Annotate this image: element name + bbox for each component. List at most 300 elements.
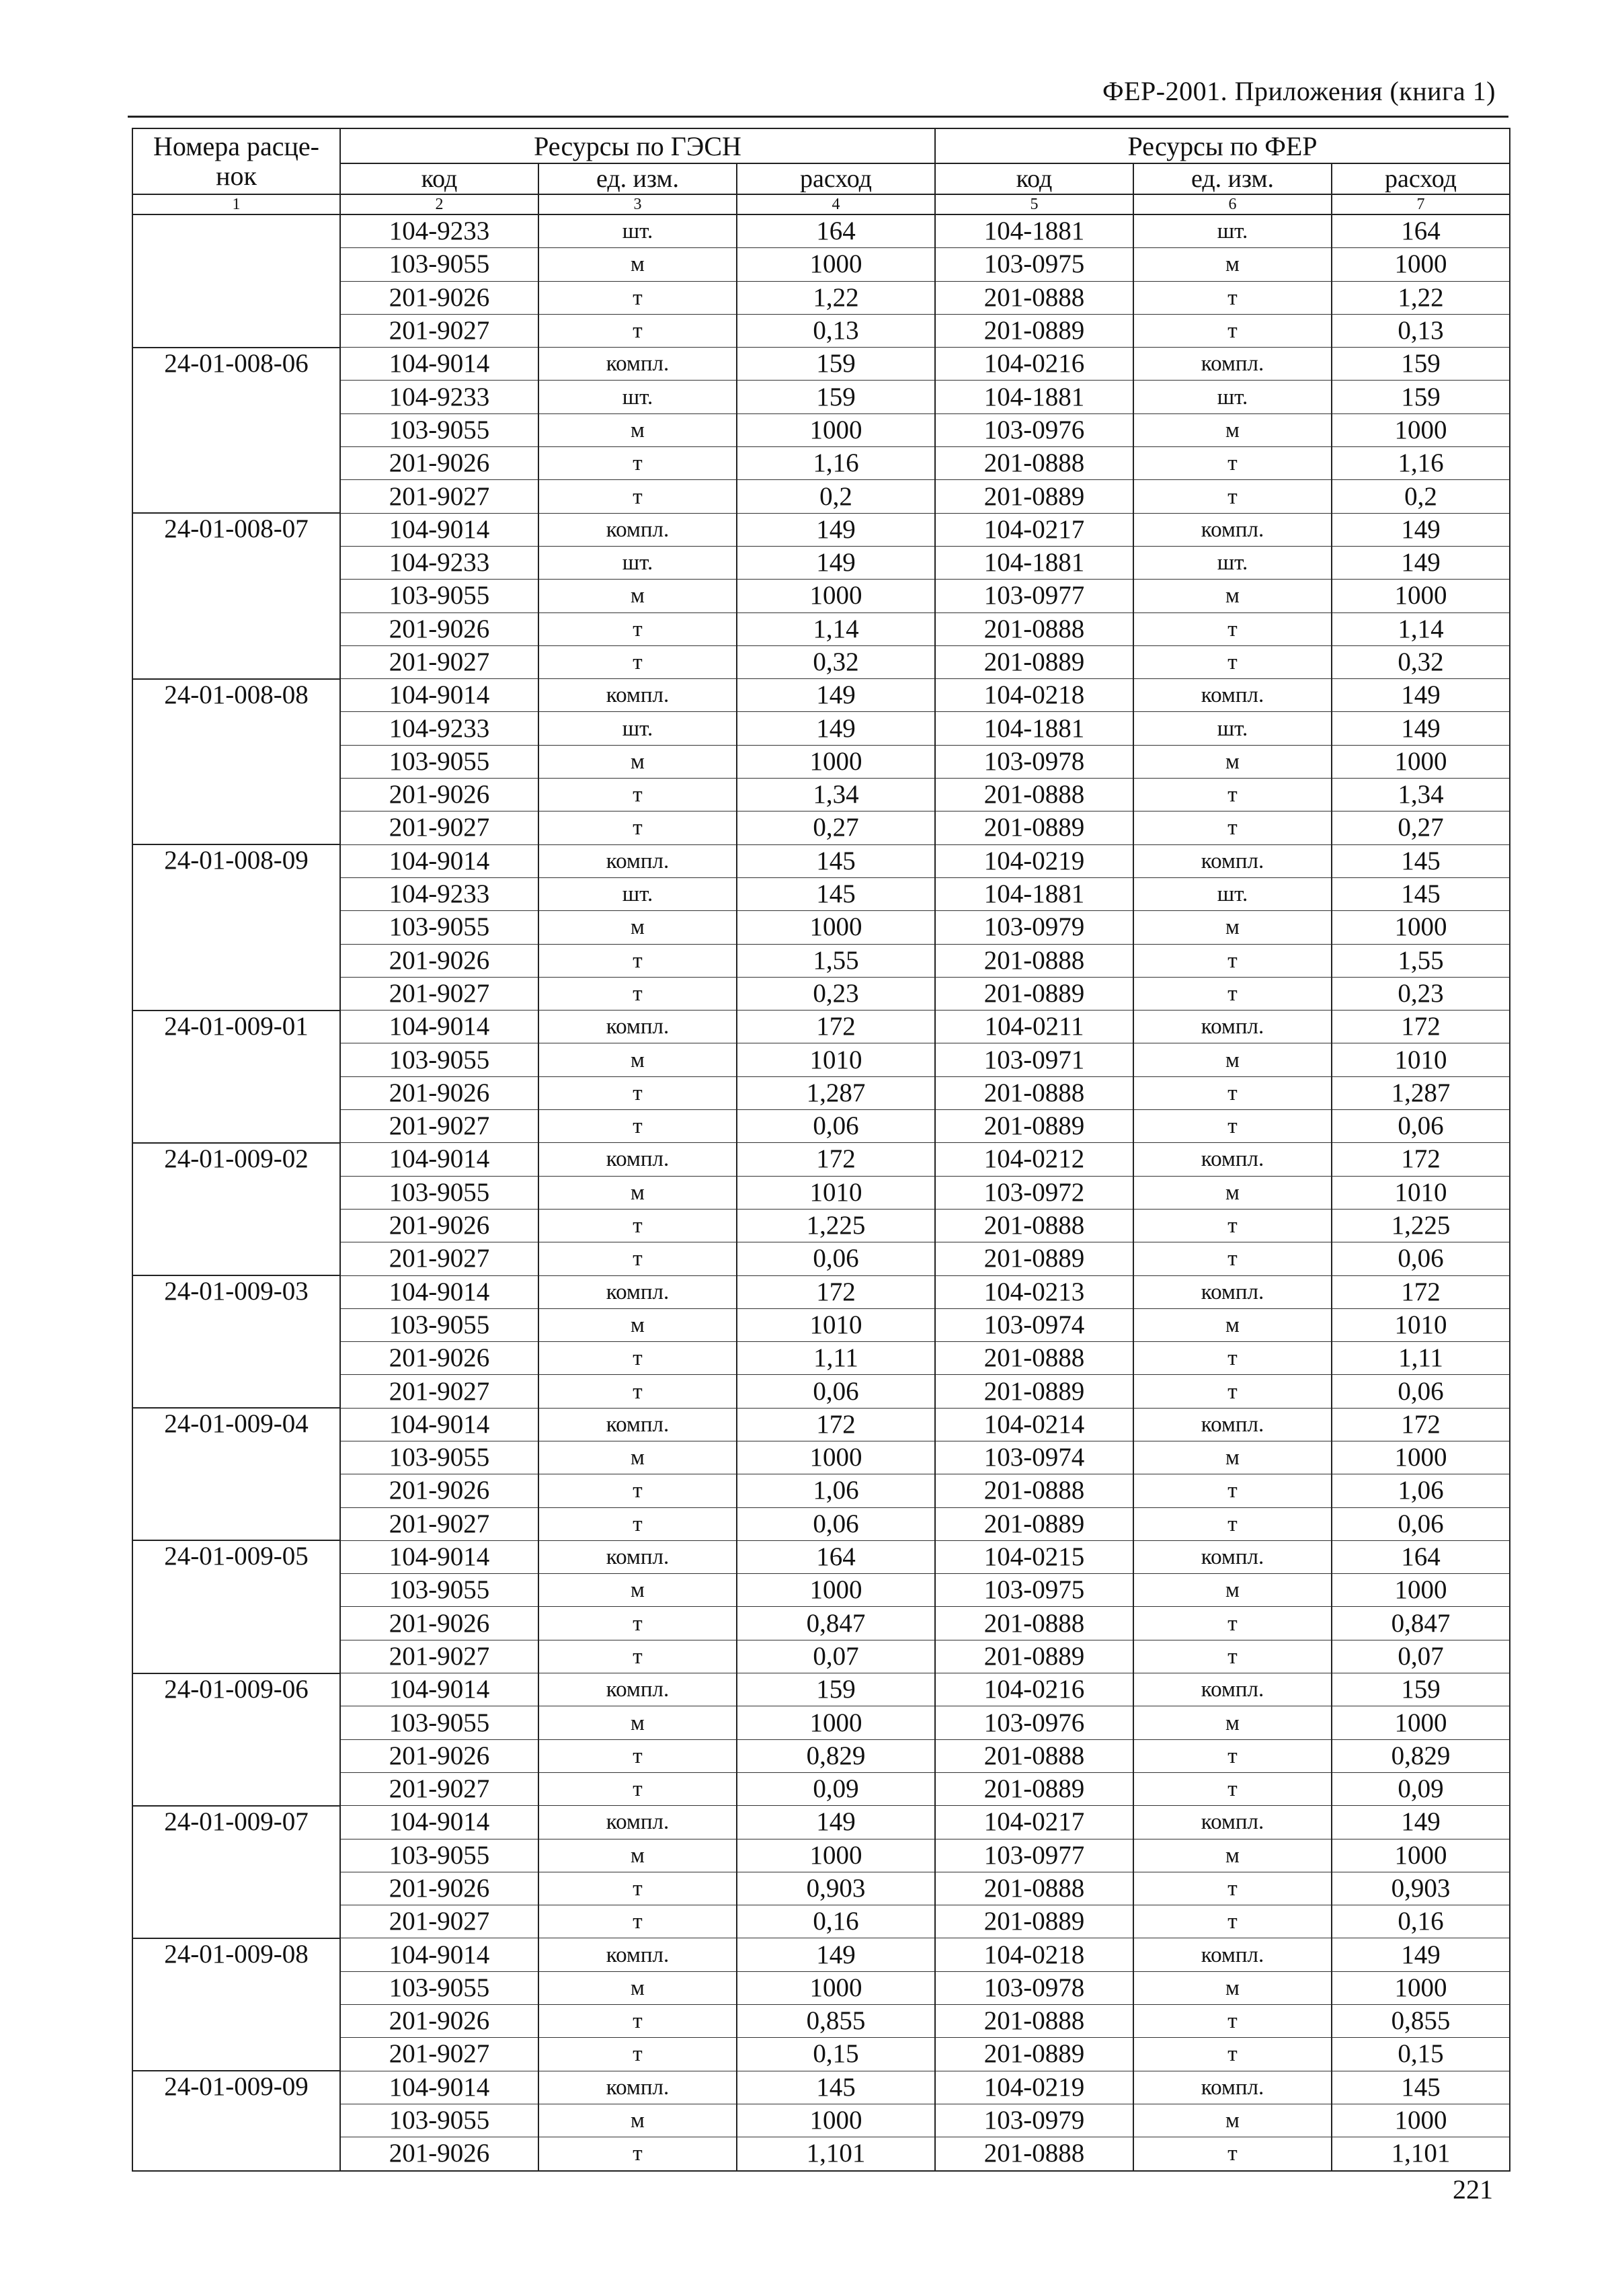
- gesn-code-cell: 104-9014: [340, 1938, 538, 1971]
- gesn-qty-cell: 0,06: [737, 1375, 935, 1408]
- gesn-unit-cell: компл.: [538, 1275, 737, 1308]
- fer-qty-cell: 159: [1332, 348, 1510, 381]
- table-row: [132, 1242, 1510, 1275]
- gesn-code-cell: 103-9055: [340, 1574, 538, 1607]
- fer-unit-cell: м: [1133, 1574, 1332, 1607]
- fer-code-cell: 103-0972: [935, 1176, 1133, 1209]
- table-row: [132, 214, 1510, 248]
- gesn-qty-cell: 1000: [737, 248, 935, 281]
- table-row: [132, 779, 1510, 811]
- gesn-qty-header: расход: [737, 163, 935, 194]
- fer-code-cell: 201-0888: [935, 1209, 1133, 1242]
- fer-unit-cell: т: [1133, 1507, 1332, 1540]
- gesn-unit-cell: т: [538, 314, 737, 347]
- gesn-qty-cell: 164: [737, 214, 935, 248]
- fer-qty-cell: 0,829: [1332, 1739, 1510, 1772]
- fer-code-cell: 104-0216: [935, 348, 1133, 381]
- gesn-code-cell: 103-9055: [340, 1441, 538, 1474]
- price-number-cell: [132, 745, 340, 778]
- fer-unit-cell: т: [1133, 2038, 1332, 2071]
- price-number-cell: [132, 645, 340, 678]
- fer-code-cell: 201-0888: [935, 281, 1133, 314]
- fer-code-cell: 103-0976: [935, 413, 1133, 446]
- fer-unit-cell: м: [1133, 1308, 1332, 1341]
- price-number-cell: 24-01-009-01: [132, 1011, 340, 1043]
- gesn-code-cell: 201-9027: [340, 1242, 538, 1275]
- table-row: [132, 1474, 1510, 1507]
- table-row: [132, 1772, 1510, 1805]
- fer-code-cell: 201-0889: [935, 2038, 1133, 2071]
- gesn-code-cell: 103-9055: [340, 911, 538, 944]
- gesn-qty-cell: 0,07: [737, 1640, 935, 1673]
- fer-unit-cell: компл.: [1133, 1275, 1332, 1308]
- fer-qty-cell: 1,06: [1332, 1474, 1510, 1507]
- table-row: [132, 1375, 1510, 1408]
- gesn-unit-cell: компл.: [538, 348, 737, 381]
- fer-unit-cell: т: [1133, 612, 1332, 645]
- price-number-cell: [132, 214, 340, 248]
- gesn-qty-cell: 1000: [737, 580, 935, 612]
- fer-qty-cell: 149: [1332, 712, 1510, 745]
- gesn-unit-cell: м: [538, 1971, 737, 2004]
- fer-code-cell: 104-1881: [935, 712, 1133, 745]
- table-row: [132, 248, 1510, 281]
- gesn-unit-cell: шт.: [538, 381, 737, 413]
- table-body: [132, 214, 1510, 2171]
- fer-code-cell: 103-0979: [935, 911, 1133, 944]
- gesn-unit-cell: т: [538, 1640, 737, 1673]
- fer-unit-cell: м: [1133, 248, 1332, 281]
- fer-unit-cell: т: [1133, 2137, 1332, 2171]
- gesn-qty-cell: 0,15: [737, 2038, 935, 2071]
- price-number-cell: [132, 712, 340, 745]
- gesn-code-cell: 201-9026: [340, 1607, 538, 1640]
- price-number-cell: 24-01-008-09: [132, 844, 340, 877]
- gesn-unit-cell: т: [538, 1607, 737, 1640]
- table-row: [132, 546, 1510, 579]
- gesn-qty-cell: 149: [737, 712, 935, 745]
- price-number-cell: [132, 281, 340, 314]
- fer-code-cell: 201-0889: [935, 1242, 1133, 1275]
- gesn-unit-cell: т: [538, 2137, 737, 2171]
- gesn-unit-cell: шт.: [538, 214, 737, 248]
- fer-qty-cell: 172: [1332, 1011, 1510, 1043]
- fer-qty-cell: 0,06: [1332, 1507, 1510, 1540]
- gesn-qty-cell: 0,903: [737, 1872, 935, 1905]
- fer-code-cell: 103-0977: [935, 1839, 1133, 1872]
- table-row: [132, 679, 1510, 712]
- fer-unit-cell: компл.: [1133, 679, 1332, 712]
- table-row: [132, 1673, 1510, 1706]
- fer-unit-cell: компл.: [1133, 1011, 1332, 1043]
- gesn-unit-cell: м: [538, 248, 737, 281]
- fer-code-cell: 201-0888: [935, 944, 1133, 977]
- fer-code-cell: 103-0975: [935, 248, 1133, 281]
- fer-qty-cell: 1000: [1332, 1574, 1510, 1607]
- fer-unit-cell: т: [1133, 811, 1332, 844]
- gesn-code-cell: 201-9027: [340, 977, 538, 1010]
- gesn-qty-cell: 159: [737, 348, 935, 381]
- fer-qty-cell: 1,55: [1332, 944, 1510, 977]
- fer-code-cell: 103-0974: [935, 1308, 1133, 1341]
- fer-qty-cell: 1,101: [1332, 2137, 1510, 2171]
- fer-qty-cell: 0,16: [1332, 1905, 1510, 1938]
- gesn-unit-cell: т: [538, 811, 737, 844]
- fer-code-cell: 201-0889: [935, 645, 1133, 678]
- gesn-unit-cell: т: [538, 1474, 737, 1507]
- fer-qty-cell: 172: [1332, 1408, 1510, 1441]
- gesn-qty-cell: 172: [737, 1408, 935, 1441]
- gesn-code-cell: 201-9026: [340, 1209, 538, 1242]
- gesn-qty-cell: 1000: [737, 2104, 935, 2137]
- gesn-code-cell: 104-9014: [340, 1540, 538, 1573]
- fer-qty-cell: 1,34: [1332, 779, 1510, 811]
- gesn-code-cell: 103-9055: [340, 413, 538, 446]
- gesn-code-cell: 201-9027: [340, 1772, 538, 1805]
- price-number-cell: [132, 1971, 340, 2004]
- fer-unit-cell: компл.: [1133, 1938, 1332, 1971]
- fer-unit-cell: т: [1133, 1872, 1332, 1905]
- price-number-cell: [132, 811, 340, 844]
- fer-code-cell: 103-0979: [935, 2104, 1133, 2137]
- fer-code-cell: 201-0889: [935, 480, 1133, 513]
- price-number-cell: [132, 381, 340, 413]
- table-row: [132, 1507, 1510, 1540]
- gesn-unit-cell: компл.: [538, 1806, 737, 1839]
- fer-code-cell: 201-0889: [935, 1375, 1133, 1408]
- gesn-code-cell: 201-9027: [340, 480, 538, 513]
- fer-unit-cell: т: [1133, 1474, 1332, 1507]
- fer-code-cell: 201-0888: [935, 2137, 1133, 2171]
- fer-unit-cell: м: [1133, 1971, 1332, 2004]
- fer-code-cell: 201-0889: [935, 1772, 1133, 1805]
- price-number-cell: 24-01-008-08: [132, 679, 340, 712]
- price-number-cell: [132, 1076, 340, 1109]
- gesn-code-cell: 201-9026: [340, 944, 538, 977]
- fer-qty-cell: 0,903: [1332, 1872, 1510, 1905]
- gesn-unit-cell: т: [538, 2038, 737, 2071]
- fer-qty-cell: 0,06: [1332, 1110, 1510, 1143]
- gesn-unit-cell: т: [538, 2005, 737, 2038]
- fer-unit-cell: т: [1133, 1209, 1332, 1242]
- column-number: 5: [935, 194, 1133, 214]
- gesn-unit-cell: компл.: [538, 1540, 737, 1573]
- column-number: 3: [538, 194, 737, 214]
- fer-unit-cell: компл.: [1133, 1806, 1332, 1839]
- fer-qty-cell: 172: [1332, 1275, 1510, 1308]
- fer-qty-cell: 1000: [1332, 1839, 1510, 1872]
- gesn-code-cell: 201-9027: [340, 2038, 538, 2071]
- price-number-cell: [132, 1375, 340, 1408]
- gesn-code-cell: 103-9055: [340, 1839, 538, 1872]
- price-number-cell: [132, 1308, 340, 1341]
- gesn-code-cell: 201-9027: [340, 1640, 538, 1673]
- table-row: [132, 1607, 1510, 1640]
- gesn-unit-cell: компл.: [538, 1938, 737, 1971]
- gesn-code-cell: 201-9026: [340, 2005, 538, 2038]
- gesn-code-cell: 103-9055: [340, 1971, 538, 2004]
- fer-unit-cell: м: [1133, 580, 1332, 612]
- gesn-qty-cell: 0,13: [737, 314, 935, 347]
- fer-code-cell: 103-0978: [935, 745, 1133, 778]
- table-row: [132, 1905, 1510, 1938]
- fer-code-cell: 201-0888: [935, 1739, 1133, 1772]
- gesn-qty-cell: 172: [737, 1275, 935, 1308]
- gesn-code-cell: 201-9026: [340, 1474, 538, 1507]
- fer-unit-cell: т: [1133, 1375, 1332, 1408]
- fer-qty-cell: 1000: [1332, 1706, 1510, 1739]
- gesn-unit-cell: т: [538, 977, 737, 1010]
- gesn-qty-cell: 0,2: [737, 480, 935, 513]
- fer-code-cell: 104-1881: [935, 877, 1133, 910]
- table-row: [132, 2137, 1510, 2171]
- fer-code-cell: 104-0218: [935, 679, 1133, 712]
- table-row: [132, 612, 1510, 645]
- gesn-unit-cell: шт.: [538, 877, 737, 910]
- gesn-unit-cell: м: [538, 745, 737, 778]
- gesn-qty-cell: 1000: [737, 413, 935, 446]
- fer-code-cell: 103-0977: [935, 580, 1133, 612]
- gesn-qty-cell: 1010: [737, 1176, 935, 1209]
- fer-qty-cell: 159: [1332, 381, 1510, 413]
- gesn-unit-cell: м: [538, 911, 737, 944]
- fer-code-cell: 201-0889: [935, 1110, 1133, 1143]
- page-number: 221: [1453, 2174, 1493, 2205]
- price-number-cell: [132, 1574, 340, 1607]
- gesn-unit-cell: т: [538, 1242, 737, 1275]
- table-row: [132, 712, 1510, 745]
- gesn-unit-cell: компл.: [538, 1673, 737, 1706]
- fer-qty-cell: 1,16: [1332, 447, 1510, 480]
- table-row: [132, 1806, 1510, 1839]
- table-row: [132, 1209, 1510, 1242]
- gesn-unit-cell: т: [538, 944, 737, 977]
- header-row-groups: [132, 128, 1510, 163]
- fer-code-cell: 201-0888: [935, 779, 1133, 811]
- table-row: [132, 1011, 1510, 1043]
- gesn-unit-cell: т: [538, 281, 737, 314]
- gesn-code-header: код: [340, 163, 538, 194]
- fer-qty-cell: 1000: [1332, 2104, 1510, 2137]
- table-row: [132, 645, 1510, 678]
- gesn-unit-cell: м: [538, 1043, 737, 1076]
- table-row: [132, 1441, 1510, 1474]
- table-row: [132, 1043, 1510, 1076]
- price-number-cell: [132, 480, 340, 513]
- fer-unit-cell: компл.: [1133, 1143, 1332, 1176]
- price-number-cell: [132, 546, 340, 579]
- fer-qty-cell: 0,09: [1332, 1772, 1510, 1805]
- fer-code-cell: 201-0889: [935, 811, 1133, 844]
- fer-unit-cell: т: [1133, 314, 1332, 347]
- gesn-unit-cell: т: [538, 645, 737, 678]
- fer-qty-cell: 0,15: [1332, 2038, 1510, 2071]
- price-number-cell: [132, 1474, 340, 1507]
- gesn-qty-cell: 1,22: [737, 281, 935, 314]
- price-number-cell: [132, 1342, 340, 1375]
- fer-code-cell: 104-1881: [935, 546, 1133, 579]
- price-number-header: Номера расце-нок: [132, 128, 340, 194]
- fer-code-cell: 201-0888: [935, 1607, 1133, 1640]
- gesn-unit-cell: шт.: [538, 712, 737, 745]
- table-row: [132, 1275, 1510, 1308]
- fer-qty-cell: 149: [1332, 1806, 1510, 1839]
- price-number-cell: [132, 911, 340, 944]
- fer-unit-cell: т: [1133, 1640, 1332, 1673]
- gesn-code-cell: 201-9026: [340, 1739, 538, 1772]
- fer-unit-cell: т: [1133, 1739, 1332, 1772]
- fer-code-cell: 104-0216: [935, 1673, 1133, 1706]
- fer-qty-cell: 0,23: [1332, 977, 1510, 1010]
- price-number-cell: [132, 413, 340, 446]
- table-row: [132, 1143, 1510, 1176]
- table-row: [132, 1706, 1510, 1739]
- gesn-qty-cell: 1,225: [737, 1209, 935, 1242]
- price-number-cell: [132, 944, 340, 977]
- gesn-qty-cell: 1000: [737, 911, 935, 944]
- gesn-qty-cell: 164: [737, 1540, 935, 1573]
- gesn-code-cell: 104-9014: [340, 679, 538, 712]
- gesn-code-cell: 201-9026: [340, 1342, 538, 1375]
- gesn-unit-cell: компл.: [538, 1011, 737, 1043]
- gesn-code-cell: 201-9026: [340, 447, 538, 480]
- header-row-column-numbers: [132, 194, 1510, 214]
- gesn-qty-cell: 0,06: [737, 1507, 935, 1540]
- price-number-cell: 24-01-009-06: [132, 1673, 340, 1706]
- fer-code-cell: 104-0212: [935, 1143, 1133, 1176]
- fer-unit-cell: м: [1133, 1043, 1332, 1076]
- gesn-unit-cell: шт.: [538, 546, 737, 579]
- table-row: [132, 2071, 1510, 2104]
- price-number-cell: [132, 2137, 340, 2171]
- gesn-code-cell: 103-9055: [340, 1706, 538, 1739]
- table-row: [132, 1342, 1510, 1375]
- table-row: [132, 1110, 1510, 1143]
- fer-qty-cell: 159: [1332, 1673, 1510, 1706]
- running-title: ФЕР-2001. Приложения (книга 1): [1102, 76, 1496, 106]
- fer-unit-cell: компл.: [1133, 513, 1332, 546]
- gesn-unit-cell: компл.: [538, 844, 737, 877]
- fer-unit-cell: компл.: [1133, 1408, 1332, 1441]
- table-row: [132, 1938, 1510, 1971]
- fer-code-cell: 103-0978: [935, 1971, 1133, 2004]
- gesn-code-cell: 201-9026: [340, 779, 538, 811]
- table-row: [132, 745, 1510, 778]
- fer-qty-cell: 1,225: [1332, 1209, 1510, 1242]
- price-number-cell: [132, 977, 340, 1010]
- column-number: 4: [737, 194, 935, 214]
- price-number-cell: [132, 612, 340, 645]
- fer-qty-cell: 1,287: [1332, 1076, 1510, 1109]
- fer-qty-cell: 145: [1332, 877, 1510, 910]
- table-row: [132, 1574, 1510, 1607]
- gesn-qty-cell: 0,829: [737, 1739, 935, 1772]
- gesn-code-cell: 201-9026: [340, 1076, 538, 1109]
- gesn-qty-cell: 0,16: [737, 1905, 935, 1938]
- table-row: [132, 1076, 1510, 1109]
- table-row: [132, 877, 1510, 910]
- table-row: [132, 1971, 1510, 2004]
- fer-unit-cell: т: [1133, 1110, 1332, 1143]
- gesn-qty-cell: 149: [737, 679, 935, 712]
- fer-qty-cell: 0,06: [1332, 1242, 1510, 1275]
- gesn-unit-cell: м: [538, 580, 737, 612]
- price-number-cell: 24-01-009-07: [132, 1806, 340, 1839]
- fer-qty-cell: 0,847: [1332, 1607, 1510, 1640]
- gesn-qty-cell: 1,14: [737, 612, 935, 645]
- gesn-unit-cell: м: [538, 1574, 737, 1607]
- gesn-qty-cell: 0,06: [737, 1242, 935, 1275]
- fer-unit-cell: м: [1133, 1706, 1332, 1739]
- gesn-unit-cell: т: [538, 447, 737, 480]
- gesn-code-cell: 104-9014: [340, 1275, 538, 1308]
- gesn-code-cell: 201-9027: [340, 645, 538, 678]
- fer-qty-cell: 0,27: [1332, 811, 1510, 844]
- table-row: [132, 381, 1510, 413]
- fer-unit-cell: м: [1133, 745, 1332, 778]
- gesn-qty-cell: 1000: [737, 1971, 935, 2004]
- price-number-cell: [132, 314, 340, 347]
- fer-unit-cell: компл.: [1133, 2071, 1332, 2104]
- fer-unit-cell: т: [1133, 480, 1332, 513]
- fer-qty-cell: 149: [1332, 679, 1510, 712]
- fer-unit-cell: шт.: [1133, 712, 1332, 745]
- table-row: [132, 2104, 1510, 2137]
- fer-unit-cell: м: [1133, 1839, 1332, 1872]
- fer-unit-cell: шт.: [1133, 381, 1332, 413]
- price-number-cell: 24-01-009-08: [132, 1938, 340, 1971]
- fer-code-cell: 104-0215: [935, 1540, 1133, 1573]
- price-number-cell: [132, 1739, 340, 1772]
- fer-qty-cell: 0,07: [1332, 1640, 1510, 1673]
- gesn-qty-cell: 145: [737, 2071, 935, 2104]
- gesn-qty-cell: 1000: [737, 1441, 935, 1474]
- gesn-qty-cell: 1000: [737, 1706, 935, 1739]
- gesn-qty-cell: 0,06: [737, 1110, 935, 1143]
- table-row: [132, 944, 1510, 977]
- gesn-code-cell: 201-9027: [340, 1905, 538, 1938]
- fer-qty-cell: 1,11: [1332, 1342, 1510, 1375]
- table-row: [132, 1872, 1510, 1905]
- fer-qty-header: расход: [1332, 163, 1510, 194]
- gesn-code-cell: 103-9055: [340, 745, 538, 778]
- gesn-code-cell: 104-9014: [340, 513, 538, 546]
- gesn-code-cell: 104-9233: [340, 877, 538, 910]
- price-number-cell: 24-01-009-04: [132, 1408, 340, 1441]
- price-number-cell: 24-01-009-02: [132, 1143, 340, 1176]
- column-number: 1: [132, 194, 340, 214]
- gesn-qty-cell: 0,847: [737, 1607, 935, 1640]
- gesn-unit-cell: компл.: [538, 1143, 737, 1176]
- gesn-code-cell: 104-9233: [340, 381, 538, 413]
- fer-qty-cell: 1,22: [1332, 281, 1510, 314]
- fer-qty-cell: 0,32: [1332, 645, 1510, 678]
- fer-qty-cell: 1000: [1332, 1441, 1510, 1474]
- fer-unit-cell: компл.: [1133, 1540, 1332, 1573]
- table-row: [132, 1839, 1510, 1872]
- gesn-unit-cell: м: [538, 1176, 737, 1209]
- fer-unit-cell: т: [1133, 1076, 1332, 1109]
- gesn-unit-cell: м: [538, 1441, 737, 1474]
- gesn-unit-cell: т: [538, 1739, 737, 1772]
- fer-unit-cell: т: [1133, 1242, 1332, 1275]
- fer-code-cell: 104-0217: [935, 1806, 1133, 1839]
- fer-unit-cell: шт.: [1133, 546, 1332, 579]
- gesn-qty-cell: 172: [737, 1011, 935, 1043]
- fer-qty-cell: 164: [1332, 214, 1510, 248]
- fer-code-cell: 104-1881: [935, 381, 1133, 413]
- gesn-qty-cell: 1000: [737, 1839, 935, 1872]
